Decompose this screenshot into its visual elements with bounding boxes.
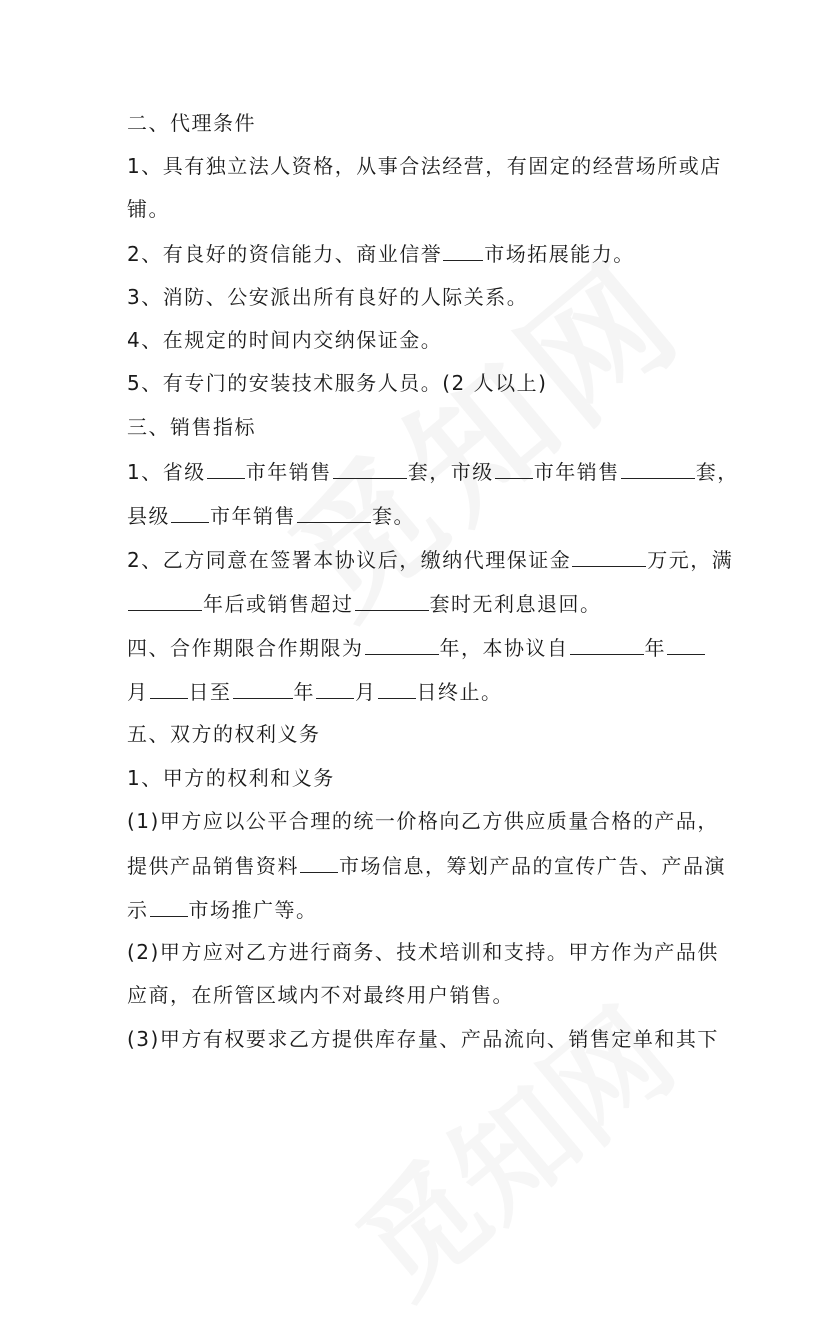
fill-blank[interactable] (150, 894, 188, 917)
fill-blank[interactable] (495, 456, 533, 479)
paragraph-line (127, 544, 734, 575)
fill-blank[interactable] (207, 456, 245, 479)
text-segment: 套，市级 (407, 460, 494, 484)
text-segment: 四、合作期限合作期限为 (127, 636, 364, 660)
paragraph-line: 铺。 (127, 197, 170, 221)
text-segment: 月 (355, 680, 377, 704)
text-segment: 市场拓展能力。 (484, 242, 635, 266)
text-segment: 月 (127, 680, 149, 704)
fill-blank[interactable] (365, 632, 439, 655)
paragraph-line: 3、消防、公安派出所有良好的人际关系。 (127, 285, 529, 309)
text-segment: 市年销售 (533, 460, 620, 484)
text-segment: 套。 (372, 504, 415, 528)
section-heading-conditions: 二、代理条件 (127, 111, 256, 135)
paragraph-line (127, 588, 707, 619)
paragraph-line (127, 676, 707, 707)
paragraph-line: 应商，在所管区域内不对最终用户销售。 (127, 983, 514, 1007)
fill-blank[interactable] (378, 676, 416, 699)
paragraph-line: (3)甲方有权要求乙方提供库存量、产品流向、销售定单和其下 (127, 1027, 719, 1051)
paragraph-line (127, 500, 707, 531)
fill-blank[interactable] (300, 850, 338, 873)
text-segment: 提供产品销售资料 (127, 854, 299, 878)
paragraph-line (127, 238, 707, 269)
paragraph-line (127, 632, 707, 663)
text-segment: 1、省级 (127, 460, 206, 484)
fill-blank[interactable] (621, 456, 695, 479)
paragraph-line (127, 894, 707, 925)
text-segment: 县级 (127, 504, 170, 528)
text-segment: 2、乙方同意在签署本协议后，缴纳代理保证金 (127, 548, 572, 572)
fill-blank[interactable] (316, 676, 354, 699)
text-segment: 示 (127, 898, 149, 922)
paragraph-line: (1)甲方应以公平合理的统一价格向乙方供应质量合格的产品， (127, 809, 719, 833)
text-segment: 市场信息，筹划产品的宣传广告、产品演 (339, 854, 726, 878)
section-heading-sales-targets: 三、销售指标 (127, 415, 256, 439)
fill-blank[interactable] (443, 238, 483, 261)
text-segment: 套时无利息退回。 (429, 592, 602, 616)
fill-blank[interactable] (570, 632, 644, 655)
fill-blank[interactable] (128, 588, 202, 611)
watermark-lower (317, 964, 703, 1327)
fill-blank[interactable] (297, 500, 371, 523)
text-segment: 市年销售 (245, 460, 332, 484)
text-segment: 2、有良好的资信能力、商业信誉 (127, 242, 443, 266)
fill-blank[interactable] (333, 456, 407, 479)
text-segment: 年 (644, 636, 666, 660)
text-segment: 市年销售 (210, 504, 296, 528)
paragraph-line (127, 456, 739, 487)
text-segment: 套， (695, 460, 739, 484)
paragraph-line: 5、有专门的安装技术服务人员。(2 人以上) (127, 371, 548, 395)
fill-blank[interactable] (355, 588, 429, 611)
paragraph-line: (2)甲方应对乙方进行商务、技术培训和支持。甲方作为产品供 (127, 940, 719, 964)
paragraph-line: 4、在规定的时间内交纳保证金。 (127, 328, 443, 352)
fill-blank[interactable] (667, 632, 705, 655)
fill-blank[interactable] (150, 676, 188, 699)
paragraph-line: 1、具有独立法人资格，从事合法经营，有固定的经营场所或店 (127, 154, 722, 178)
section-heading-rights-obligations: 五、双方的权利义务 (127, 722, 321, 746)
text-segment: 日终止。 (416, 680, 503, 704)
paragraph-line: 1、甲方的权利和义务 (127, 766, 335, 790)
fill-blank[interactable] (171, 500, 209, 523)
fill-blank[interactable] (572, 544, 646, 567)
text-segment: 万元，满 (647, 548, 734, 572)
text-segment: 市场推广等。 (188, 898, 318, 922)
fill-blank[interactable] (233, 676, 293, 699)
text-segment: 年后或销售超过 (203, 592, 354, 616)
text-segment: 年，本协议自 (439, 636, 569, 660)
text-segment: 日至 (188, 680, 232, 704)
text-segment: 年 (293, 680, 315, 704)
paragraph-line (127, 850, 726, 881)
